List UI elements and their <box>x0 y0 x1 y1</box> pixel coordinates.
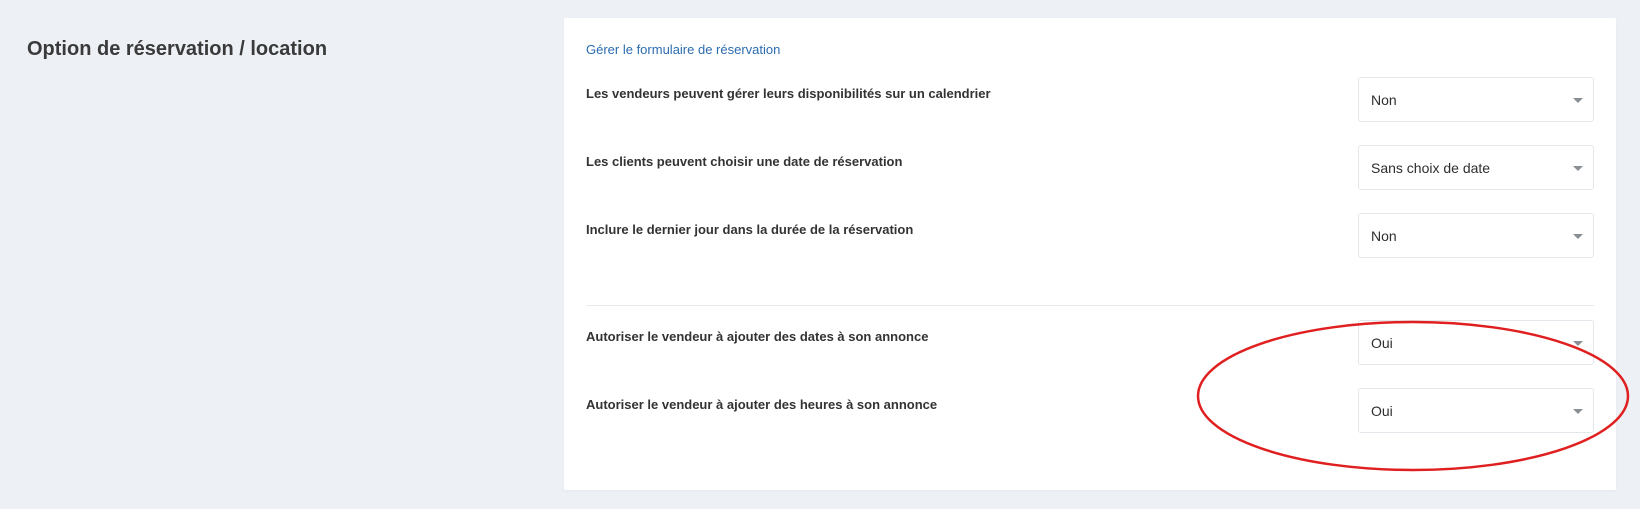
row-label-seller-add-dates: Autoriser le vendeur à ajouter des dates à son annonce <box>586 329 929 344</box>
seller-add-dates-select[interactable] <box>1358 320 1594 365</box>
section-title: Option de réservation / location <box>27 38 328 60</box>
select-value: Non <box>1371 228 1397 244</box>
select-value: Sans choix de date <box>1371 160 1491 176</box>
row-label-client-date-choice: Les clients peuvent choisir une date de réservation <box>586 154 903 169</box>
chevron-down-icon <box>1573 409 1583 414</box>
include-last-day-select[interactable] <box>1358 213 1594 258</box>
row-label-include-last-day: Inclure le dernier jour dans la durée de la réservation <box>586 222 914 237</box>
select-value: Oui <box>1371 403 1393 419</box>
client-date-choice-select[interactable] <box>1358 145 1594 190</box>
chevron-down-icon <box>1573 234 1583 239</box>
select-value: Oui <box>1371 335 1393 351</box>
section-divider <box>586 305 1594 306</box>
select-value: Non <box>1371 92 1397 108</box>
seller-calendar-select[interactable] <box>1358 77 1594 122</box>
row-label-seller-add-hours: Autoriser le vendeur à ajouter des heures à son annonce <box>586 397 938 412</box>
row-label-seller-calendar: Les vendeurs peuvent gérer leurs disponibilités sur un calendrier <box>586 86 991 101</box>
chevron-down-icon <box>1573 98 1583 103</box>
manage-booking-form-link[interactable]: Gérer le formulaire de réservation <box>586 42 781 57</box>
booking-options-card <box>564 18 1616 490</box>
seller-add-hours-select[interactable] <box>1358 388 1594 433</box>
chevron-down-icon <box>1573 166 1583 171</box>
chevron-down-icon <box>1573 341 1583 346</box>
